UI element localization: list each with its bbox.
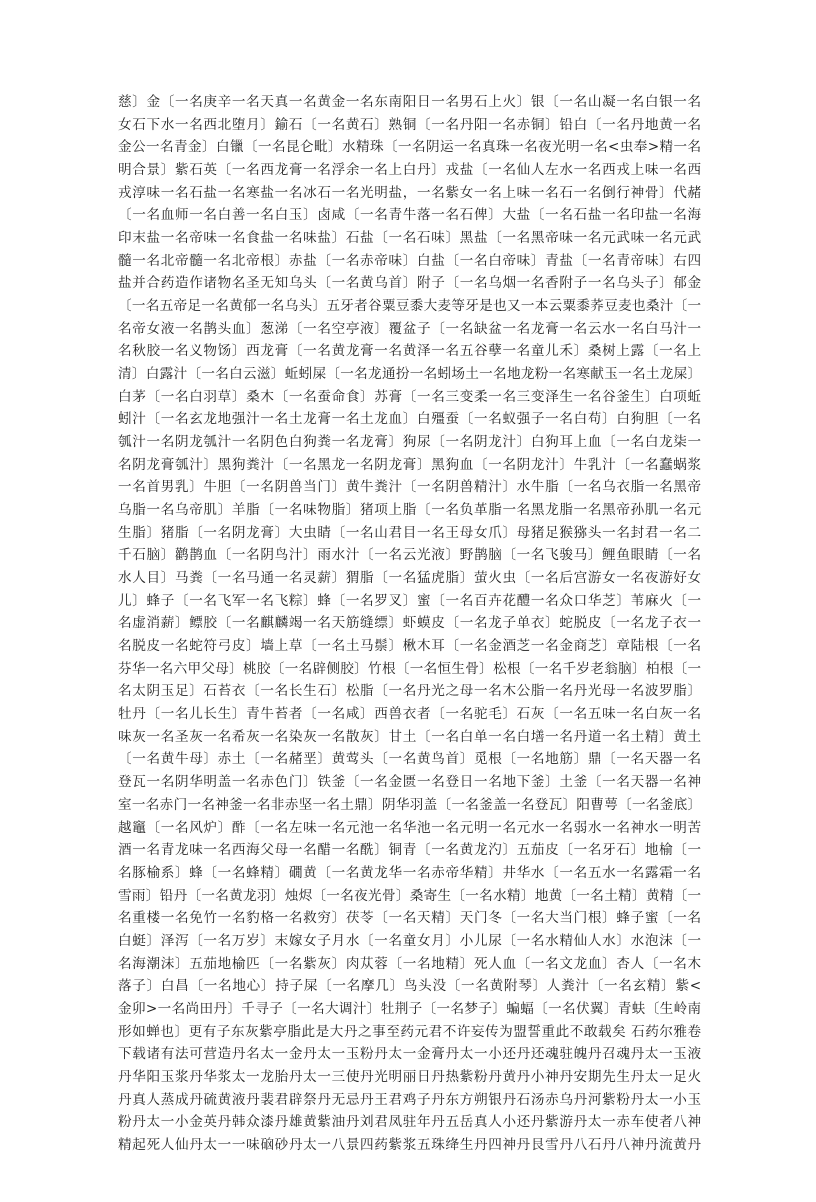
text-line: 越竈〔一名风炉〕酢〔一名左味一名元池一名华池一名元明一名元水一名弱水一名神水一明苦 [118,819,701,836]
text-line: 白茅〔一名白羽草〕桑木〔一名蚕命食〕苏膏〔一名三变柔一名三变泽生一名谷釜生〕白项蚯 [118,388,701,405]
text-line: 味灰一名圣灰一名希灰一名染灰一名散灰〕甘土〔一名白单一名白墡一名丹道一名土精〕黄土 [118,728,701,745]
text-line: 雪雨〕铅丹〔一名黄龙羽〕烛烬〔一名夜光骨〕桑寄生〔一名水精〕地黄〔一名土精〕黄精〔一 [118,887,701,904]
text-line: 髓一名北帝髓一名北帝根〕赤盐〔一名赤帝味〕白盐〔一名白帝味〕青盐〔一名青帝味〕右四 [118,252,701,269]
text-line: 金公一名青金〕白镴〔一名昆仑毗〕水精珠〔一名阴运一名真珠一名夜光明一名<虫奉>精一名 [118,139,701,156]
text-line [118,1179,701,1202]
text-line: 盐并合药造作诸物名圣无知乌头〔一名黄乌首〕附子〔一名乌烟一名香附子一名乌头子〕郁金 [118,275,701,292]
text-line: 瓠汁一名阴龙瓠汁一名阴色白狗粪一名龙膏〕狗尿〔一名阴龙汁〕白狗耳上血〔一名白龙柒一 [118,434,701,451]
text-line: 粉丹太一小金英丹韩众漆丹雄黄紫油丹刘君凤驻年丹五岳真人小还丹紫游丹太一赤车使者八神 [118,1114,701,1131]
text-line: 室一名赤门一名神釜一名非赤坚一名土鼎〕阴华羽盖〔一名釜盖一名登瓦〕阳曹萼〔一名釜底〕 [118,796,701,813]
text-line: 印末盐一名帝味一名食盐一名味盐〕石盐〔一名石味〕黑盐〔一名黑帝味一名元武味一名元武 [118,230,701,247]
text-line: 金卯>一名尚田丹〕千寻子〔一名大调汁〕牡荆子〔一名梦子〕蝙蝠〔一名伏翼〕青蚨〔生岭南 [118,1000,701,1017]
text-line: 生脂〕猪脂〔一名阴龙膏〕大虫睛〔一名山君目一名王母女爪〕母猪足猴猕头一名封君一名二 [118,524,701,541]
text-line: 水人目〕马粪〔一名马通一名灵薪〕猬脂〔一名猛虎脂〕萤火虫〔一名后宫游女一名夜游好女 [118,570,701,587]
text-line: 千石脑〕鹳鹊血〔一名阴鸟汁〕雨水汁〔一名云光液〕野鹊脑〔一名飞骏马〕鲤鱼眼睛〔一名 [118,547,701,564]
text-line: 蚓汁〔一名玄龙地强汁一名土龙膏一名土龙血〕白殭蚕〔一名蚁强子一名白苟〕白狗胆〔一名 [118,411,701,428]
text-line: 名阴龙膏瓠汁〕黑狗粪汁〔一名黑龙一名阴龙膏〕黑狗血〔一名阴龙汁〕牛乳汁〔一名蠢蜗浆 [118,456,701,473]
text-line: 清〕白露汁〔一名白云滋〕蚯蚓屎〔一名龙通扮一名蚓场土一名地龙粉一名寒献玉一名土龙屎〕 [118,366,701,383]
text-line: 形如蝉也〕更有子东灰紫亭脂此是大丹之事至药元君不许妄传为盟誓重此不敢载矣 石药尔雅卷 [118,1023,701,1040]
text-line: 丹华阳玉浆丹华浆太一龙胎丹太一三使丹光明丽日丹热紫粉丹黄丹小神丹安期先生丹太一足火 [118,1068,701,1085]
text-line: 登瓦一名阴华明盖一名赤色门〕铁釜〔一名金匮一名登日一名地下釜〕土釜〔一名天器一名神 [118,774,701,791]
text-line: 名重楼一名免竹一名豹格一名救穷〕茯苓〔一名天精〕天门冬〔一名大当门根〕蜂子蜜〔一名 [118,910,701,927]
text-line: 慈〕金〔一名庚辛一名天真一名黄金一名东南阳日一名男石上火〕银〔一名山凝一名白银一名 [118,94,701,110]
text-line: 〔一名黄牛母〕赤土〔一名赭垩〕黄莺头〔一名黄鸟首〕觅根〔一名地筋〕鼎〔一名天器一名 [118,751,701,768]
text-line: 〔一名五帝足一名黄郁一名乌头〕五牙者谷粟豆黍大麦等牙是也又一本云粟黍荞豆麦也桑汁〔一 [118,298,701,315]
document-page [118,91,701,1202]
text-line: 女石下水一名西北堕月〕鍮石〔一名黄石〕熟铜〔一名丹阳一名赤铜〕铅白〔一名丹地黄一名 [118,116,701,133]
text-line: 丹真人蒸成丹硫黄液丹裴君辟祭丹无忌丹王君鸡子丹东方朔银丹石汤赤乌丹河紫粉丹太一小玉 [118,1091,701,1108]
text-line: 名海潮沫〕五茄地榆匹〔一名紫灰〕肉苁蓉〔一名地精〕死人血〔一名文龙血〕杏人〔一名木 [118,955,701,972]
text-line: 乌脂一名乌帝肌〕羊脂〔一名味物脂〕猪项上脂〔一名负革脂一名黑龙脂一名黑帝孙肌一名元 [118,502,701,519]
text-line: 下载诸有法可营造丹名太一金丹太一玉粉丹太一金膏丹太一小还丹还魂驻魄丹召魂丹太一玉液 [118,1046,701,1063]
text-line: 戎淳味一名石盐一名寒盐一名冰石一名光明盐，一名紫女一名上味一名石一名倒行神骨〕代赭 [118,184,701,201]
text-line: 名虚消薪〕鳔胶〔一名麒麟竭一名天筋缝缥〕虾蟆皮〔一名龙子单衣〕蛇脱皮〔一名龙子衣一 [118,615,701,632]
text-line: 名太阴玉足〕石苔衣〔一名长生石〕松脂〔一名丹光之母一名木公脂一名丹光母一名波罗脂〕 [118,683,701,700]
text-line: 名帝女液一名鹊头血〕葱涕〔一名空亭液〕覆盆子〔一名缺盆一名龙膏一名云水一名白马汁一 [118,320,701,337]
text-line: 儿〕蜂子〔一名飞军一名飞粽〕蜂〔一名罗叉〕蜜〔一名百卉花醴一名众口华芝〕苇麻火〔一 [118,592,701,609]
text-line [118,1157,701,1180]
text-line: 〔一名血师一名白善一名白玉〕卤咸〔一名青牛落一名石俾〕大盐〔一名石盐一名印盐一名海 [118,207,701,224]
text-line: 白蜓〕泽泻〔一名万岁〕末嫁女子月水〔一名童女月〕小儿尿〔一名水精仙人水〕水泡沫〔一 [118,932,701,949]
text-line: 名脱皮一名蛇符弓皮〕墙上草〔一名土马鬃〕楸木耳〔一名金酒芝一名金商芝〕章陆根〔一名 [118,638,701,655]
text-line: 精起死人仙丹太一一味硇砂丹太一八景四药紫浆五珠绛生丹四神丹艮雪丹八石丹八神丹流黄丹 [118,1136,701,1153]
text-line: 名豚榆系〕蜂〔一名蜂精〕礀黄〔一名黄龙华一名赤帝华精〕井华水〔一名五水一名露霜一名 [118,864,701,881]
text-line: 落子〕白昌〔一名地心〕持子屎〔一名摩几〕鸟头没〔一名黄附琴〕人粪汁〔一名玄精〕紫< [118,978,701,995]
text-line: 明合景〕紫石英〔一名西龙膏一名浮余一名上白丹〕戎盐〔一名仙人左水一名西戎上味一名西 [118,162,701,179]
text-line: 名秋胶一名义物饧〕西龙膏〔一名黄龙膏一名黄泽一名五谷孽一名童儿禾〕桑树上露〔一名上 [118,343,701,360]
text-line: 芬华一名六甲父母〕桃胶〔一名辟侧胶〕竹根〔一名恒生骨〕松根〔一名千岁老翁脑〕柏根〔一 [118,660,701,677]
text-line: 一名首男乳〕牛胆〔一名阴兽当门〕黄牛粪汁〔一名阴兽精汁〕水牛脂〔一名乌衣脂一名黑帝 [118,479,701,496]
text-line: 牡丹〔一名儿长生〕青牛苔者〔一名咸〕西兽衣者〔一名驼毛〕石灰〔一名五味一名白灰一名 [118,706,701,723]
text-line: 酒一名青龙味一名西海父母一名醋一名酰〕铜青〔一名黄龙汋〕五茄皮〔一名牙石〕地榆〔一 [118,842,701,859]
